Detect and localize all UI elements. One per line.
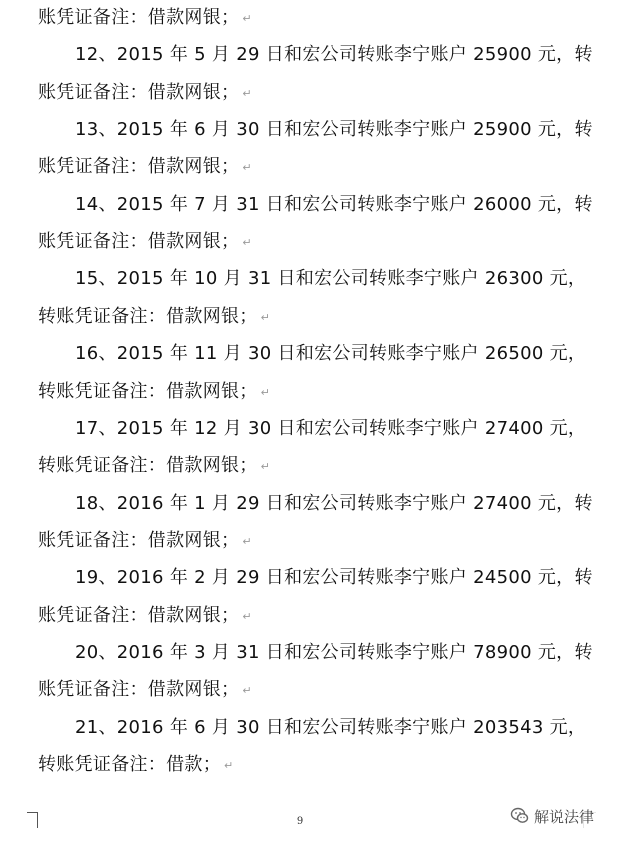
line-text: 20、2016 年 3 月 31 日和宏公司转账李宁账户 78900 元，转: [75, 641, 593, 663]
paragraph-mark-icon: ↵: [242, 609, 252, 623]
document-line: [0, 451, 621, 481]
wechat-icon: [510, 806, 530, 826]
document-line: [0, 152, 621, 182]
line-text: 转账凭证备注：借款网银；: [38, 380, 258, 402]
line-text: 14、2015 年 7 月 31 日和宏公司转账李宁账户 26000 元，转: [75, 193, 593, 215]
line-text: 21、2016 年 6 月 30 日和宏公司转账李宁账户 203543 元，: [75, 716, 587, 738]
page-number: 9: [296, 816, 304, 827]
document-line: [0, 40, 621, 70]
line-text: 12、2015 年 5 月 29 日和宏公司转账李宁账户 25900 元，转: [75, 44, 593, 66]
document-line: [0, 601, 621, 631]
line-text: 转账凭证备注：借款；: [38, 754, 221, 775]
document-line: [0, 264, 621, 294]
document-line: [0, 339, 621, 369]
paragraph-mark-icon: ↵: [260, 460, 271, 474]
document-line: [0, 78, 621, 108]
document-line: [0, 489, 621, 519]
paragraph-mark-icon: ↵: [242, 236, 252, 250]
paragraph-mark-icon: ↵: [242, 12, 252, 25]
paragraph-mark-icon: ↵: [242, 161, 252, 175]
document-line: [0, 302, 621, 332]
document-line: [0, 675, 621, 705]
document-line: [0, 563, 621, 593]
watermark-text: 解说法律: [534, 807, 595, 826]
document-line: [0, 227, 621, 257]
line-text: 转账凭证备注：借款网银；: [38, 455, 258, 477]
line-text: 账凭证备注：借款网银；: [38, 81, 240, 103]
page-corner-mark-left: [27, 812, 38, 828]
line-text: 15、2015 年 10 月 31 日和宏公司转账李宁账户 26300 元，: [75, 268, 587, 290]
document-line: [0, 713, 621, 743]
line-text: 13、2015 年 6 月 30 日和宏公司转账李宁账户 25900 元，转: [75, 119, 593, 141]
paragraph-mark-icon: ↵: [242, 534, 252, 548]
document-line: [0, 414, 621, 444]
document-line: [0, 526, 621, 556]
document-line: [0, 377, 621, 407]
paragraph-mark-icon: ↵: [260, 385, 271, 399]
document-line: [0, 750, 621, 780]
line-text: 账凭证备注：借款网银；: [38, 679, 240, 701]
document-line: [0, 115, 621, 145]
paragraph-mark-icon: ↵: [242, 684, 252, 698]
line-text: 账凭证备注：借款网银；: [38, 156, 240, 178]
line-text: 16、2015 年 11 月 30 日和宏公司转账李宁账户 26500 元，: [75, 343, 587, 365]
document-line: [0, 638, 621, 668]
document-line: [0, 3, 621, 33]
line-text: 账凭证备注：借款网银；: [38, 604, 240, 626]
document-line: [0, 190, 621, 220]
line-text: 账凭证备注：借款网银；: [38, 231, 240, 253]
line-text: 转账凭证备注：借款网银；: [38, 305, 258, 327]
line-text: 18、2016 年 1 月 29 日和宏公司转账李宁账户 27400 元，转: [75, 492, 593, 514]
paragraph-mark-icon: ↵: [242, 86, 252, 100]
line-text: 19、2016 年 2 月 29 日和宏公司转账李宁账户 24500 元，转: [75, 567, 593, 589]
paragraph-mark-icon: ↵: [260, 310, 271, 324]
line-text: 账凭证备注：借款网银；: [38, 529, 240, 551]
line-text: 17、2015 年 12 月 30 日和宏公司转账李宁账户 27400 元，: [75, 417, 587, 439]
line-text: 账凭证备注：借款网银；: [38, 7, 240, 28]
paragraph-mark-icon: ↵: [224, 759, 234, 772]
watermark: [506, 803, 598, 829]
